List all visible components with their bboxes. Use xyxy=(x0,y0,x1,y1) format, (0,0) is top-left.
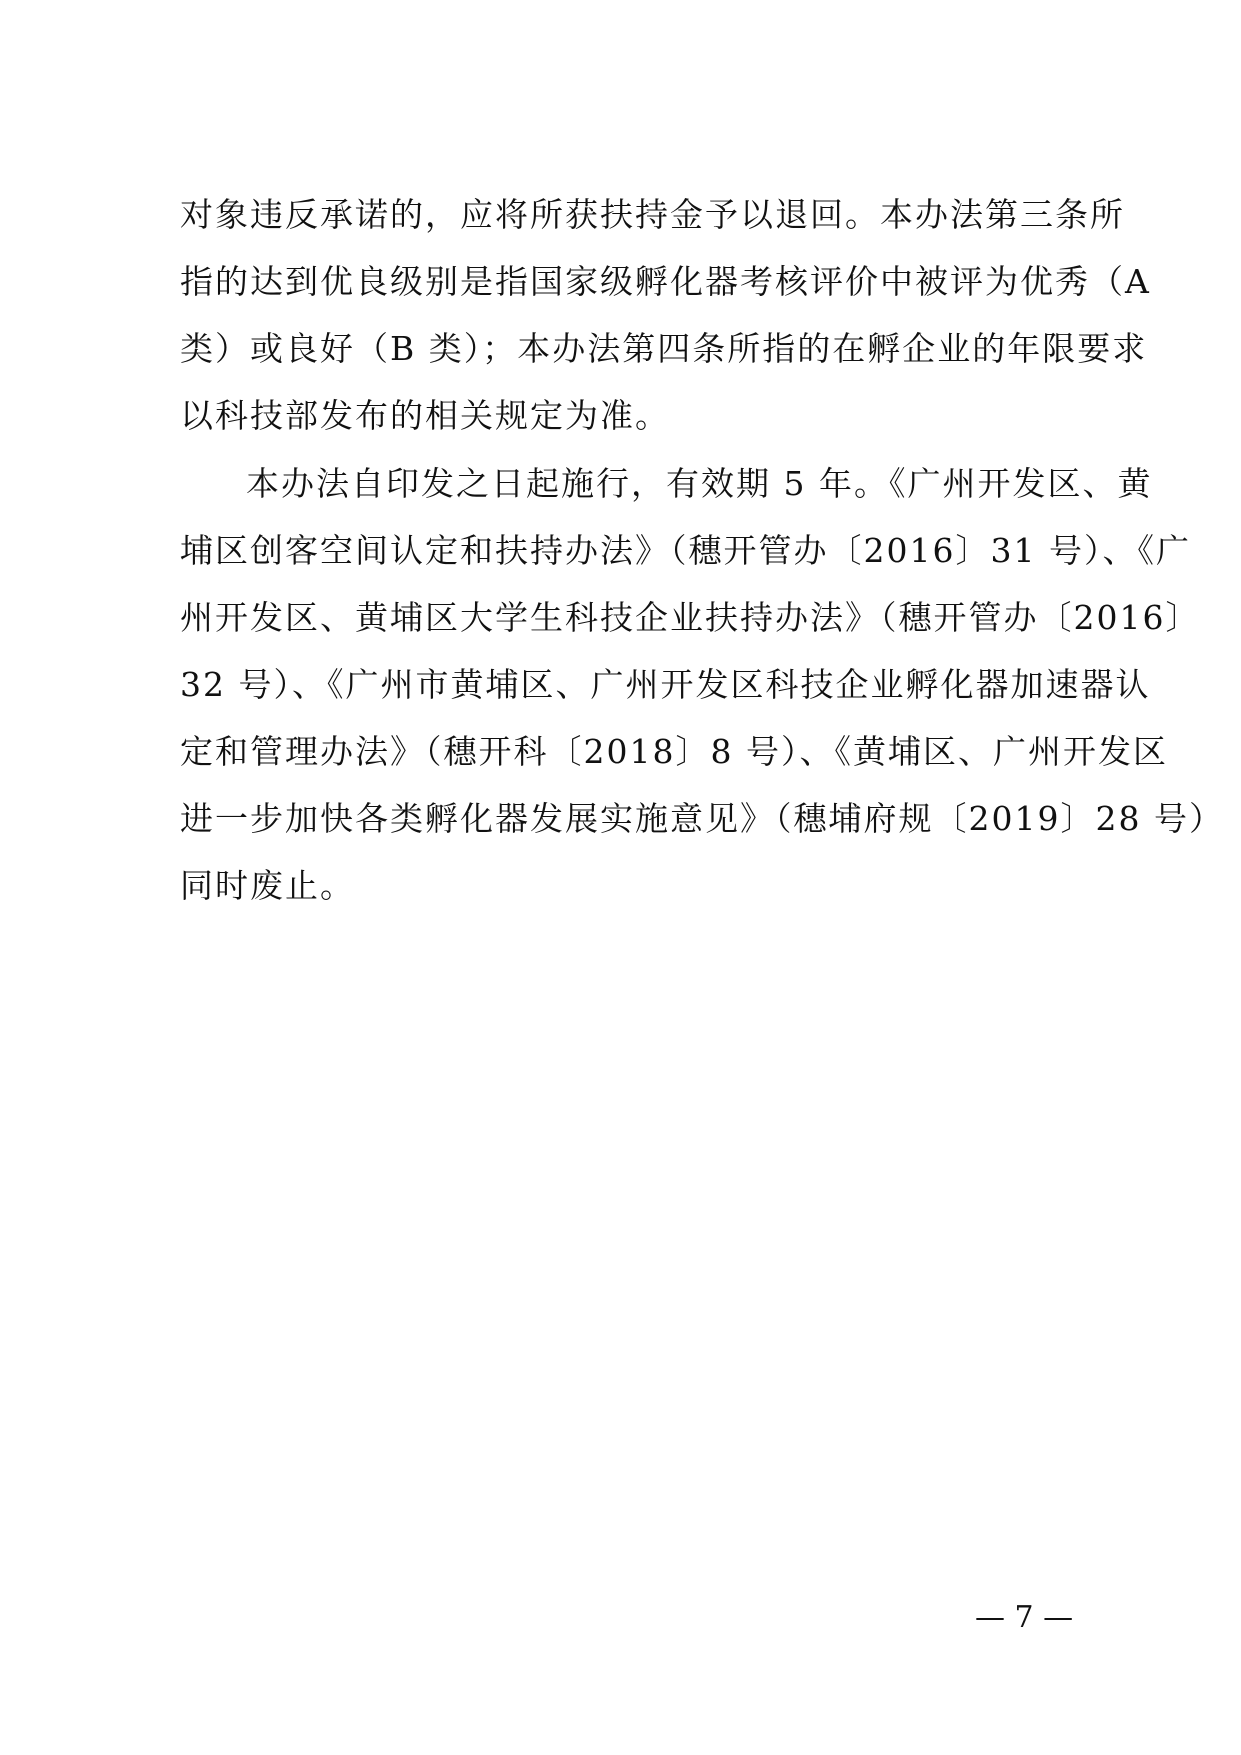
text-line-3: 类）或良好（B 类）；本办法第四条所指的在孵企业的年限要求 xyxy=(180,329,1148,368)
text-line-5: 本办法自印发之日起施行，有效期 5 年。《广州开发区、黄 xyxy=(246,464,1153,503)
text-line-6: 埔区创客空间认定和扶持办法》（穗开管办〔2016〕31 号）、《广 xyxy=(180,531,1191,570)
text-line-11: 同时废止。 xyxy=(180,866,355,905)
page-number: — 7 — xyxy=(975,1600,1074,1635)
text-line-4: 以科技部发布的相关规定为准。 xyxy=(180,396,670,435)
text-line-2: 指的达到优良级别是指国家级孵化器考核评价中被评为优秀（A xyxy=(180,262,1151,301)
text-line-7: 州开发区、黄埔区大学生科技企业扶持办法》（穗开管办〔2016〕 xyxy=(180,598,1201,637)
text-line-1: 对象违反承诺的，应将所获扶持金予以退回。本办法第三条所 xyxy=(180,195,1125,234)
text-line-8: 32 号）、《广州市黄埔区、广州开发区科技企业孵化器加速器认 xyxy=(180,665,1151,704)
text-line-10: 进一步加快各类孵化器发展实施意见》（穗埔府规〔2019〕28 号） xyxy=(180,799,1224,838)
text-line-9: 定和管理办法》（穗开科〔2018〕8 号）、《黄埔区、广州开发区 xyxy=(180,732,1168,771)
